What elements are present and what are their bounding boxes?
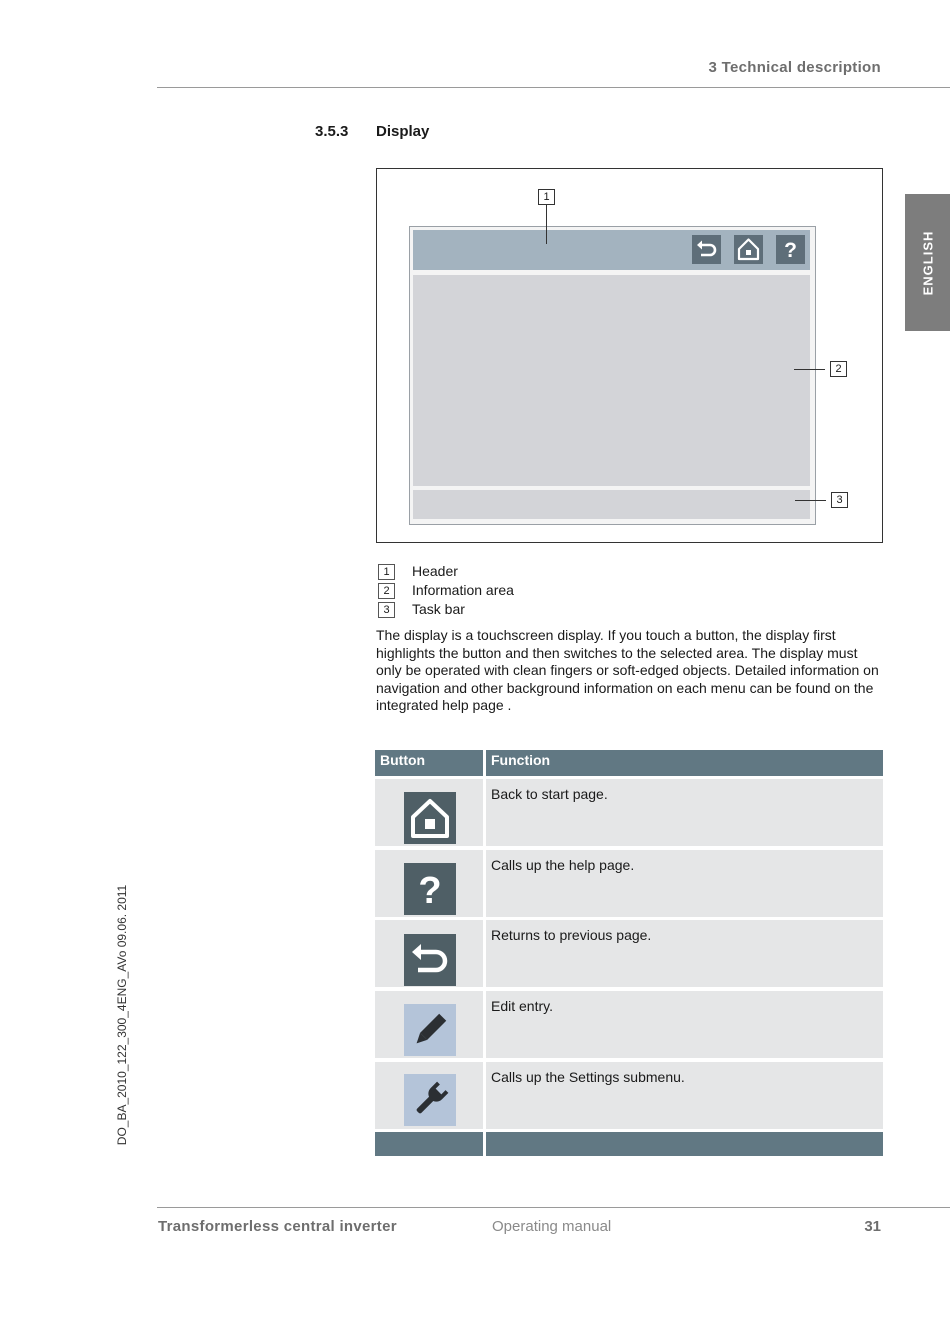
svg-text:?: ? xyxy=(784,239,797,262)
language-tab-label: ENGLISH xyxy=(920,230,935,295)
help-icon xyxy=(404,863,456,915)
table-header-function: Function xyxy=(486,750,883,776)
back-icon xyxy=(692,235,721,264)
screen-information-area xyxy=(413,275,810,486)
legend-label: Task bar xyxy=(412,601,465,617)
callout-1-leader xyxy=(546,205,547,244)
section-number: 3.5.3 xyxy=(315,123,349,140)
header-divider xyxy=(157,87,950,88)
document-id: DO_BA_2010_122_300_4ENG_AVo 09.06. 2011 xyxy=(115,884,129,1146)
table-footer-right xyxy=(486,1132,883,1156)
home-icon xyxy=(734,235,763,264)
function-cell: Edit entry. xyxy=(486,991,883,1058)
pencil-icon xyxy=(404,1004,456,1056)
svg-text:?: ? xyxy=(418,870,442,912)
legend-label: Header xyxy=(412,563,458,579)
page-number: 31 xyxy=(864,1218,881,1235)
description-paragraph: The display is a touchscreen display. If you touch a button, the display first highlights the button and then switches to the selected area. The display must only be operated with clean fingers or soft-edged objects. Detailed information on navigation and other background information on each menu can be found on the integrated help page . xyxy=(376,627,879,714)
back-icon xyxy=(404,934,456,986)
legend-number: 3 xyxy=(378,602,395,618)
legend-number: 2 xyxy=(378,583,395,599)
home-icon xyxy=(404,792,456,844)
language-tab xyxy=(905,194,950,331)
table-header-button: Button xyxy=(375,750,483,776)
callout-2: 2 xyxy=(830,361,847,377)
table-footer-left xyxy=(375,1132,483,1156)
function-cell: Returns to previous page. xyxy=(486,920,883,987)
footer-manual-label: Operating manual xyxy=(492,1218,612,1235)
wrench-icon xyxy=(404,1074,456,1126)
screen-task-bar xyxy=(413,490,810,519)
section-title: Display xyxy=(376,123,430,140)
callout-2-leader xyxy=(794,369,825,370)
function-cell: Calls up the Settings submenu. xyxy=(486,1062,883,1129)
callout-3: 3 xyxy=(831,492,848,508)
footer-divider xyxy=(157,1207,950,1208)
legend-label: Information area xyxy=(412,582,514,598)
callout-1: 1 xyxy=(538,189,555,205)
help-icon xyxy=(776,235,805,264)
legend-number: 1 xyxy=(378,564,395,580)
chapter-heading: 3 Technical description xyxy=(708,59,881,76)
footer-product-title: Transformerless central inverter xyxy=(158,1218,397,1235)
function-cell: Back to start page. xyxy=(486,779,883,846)
function-cell: Calls up the help page. xyxy=(486,850,883,917)
callout-3-leader xyxy=(795,500,826,501)
